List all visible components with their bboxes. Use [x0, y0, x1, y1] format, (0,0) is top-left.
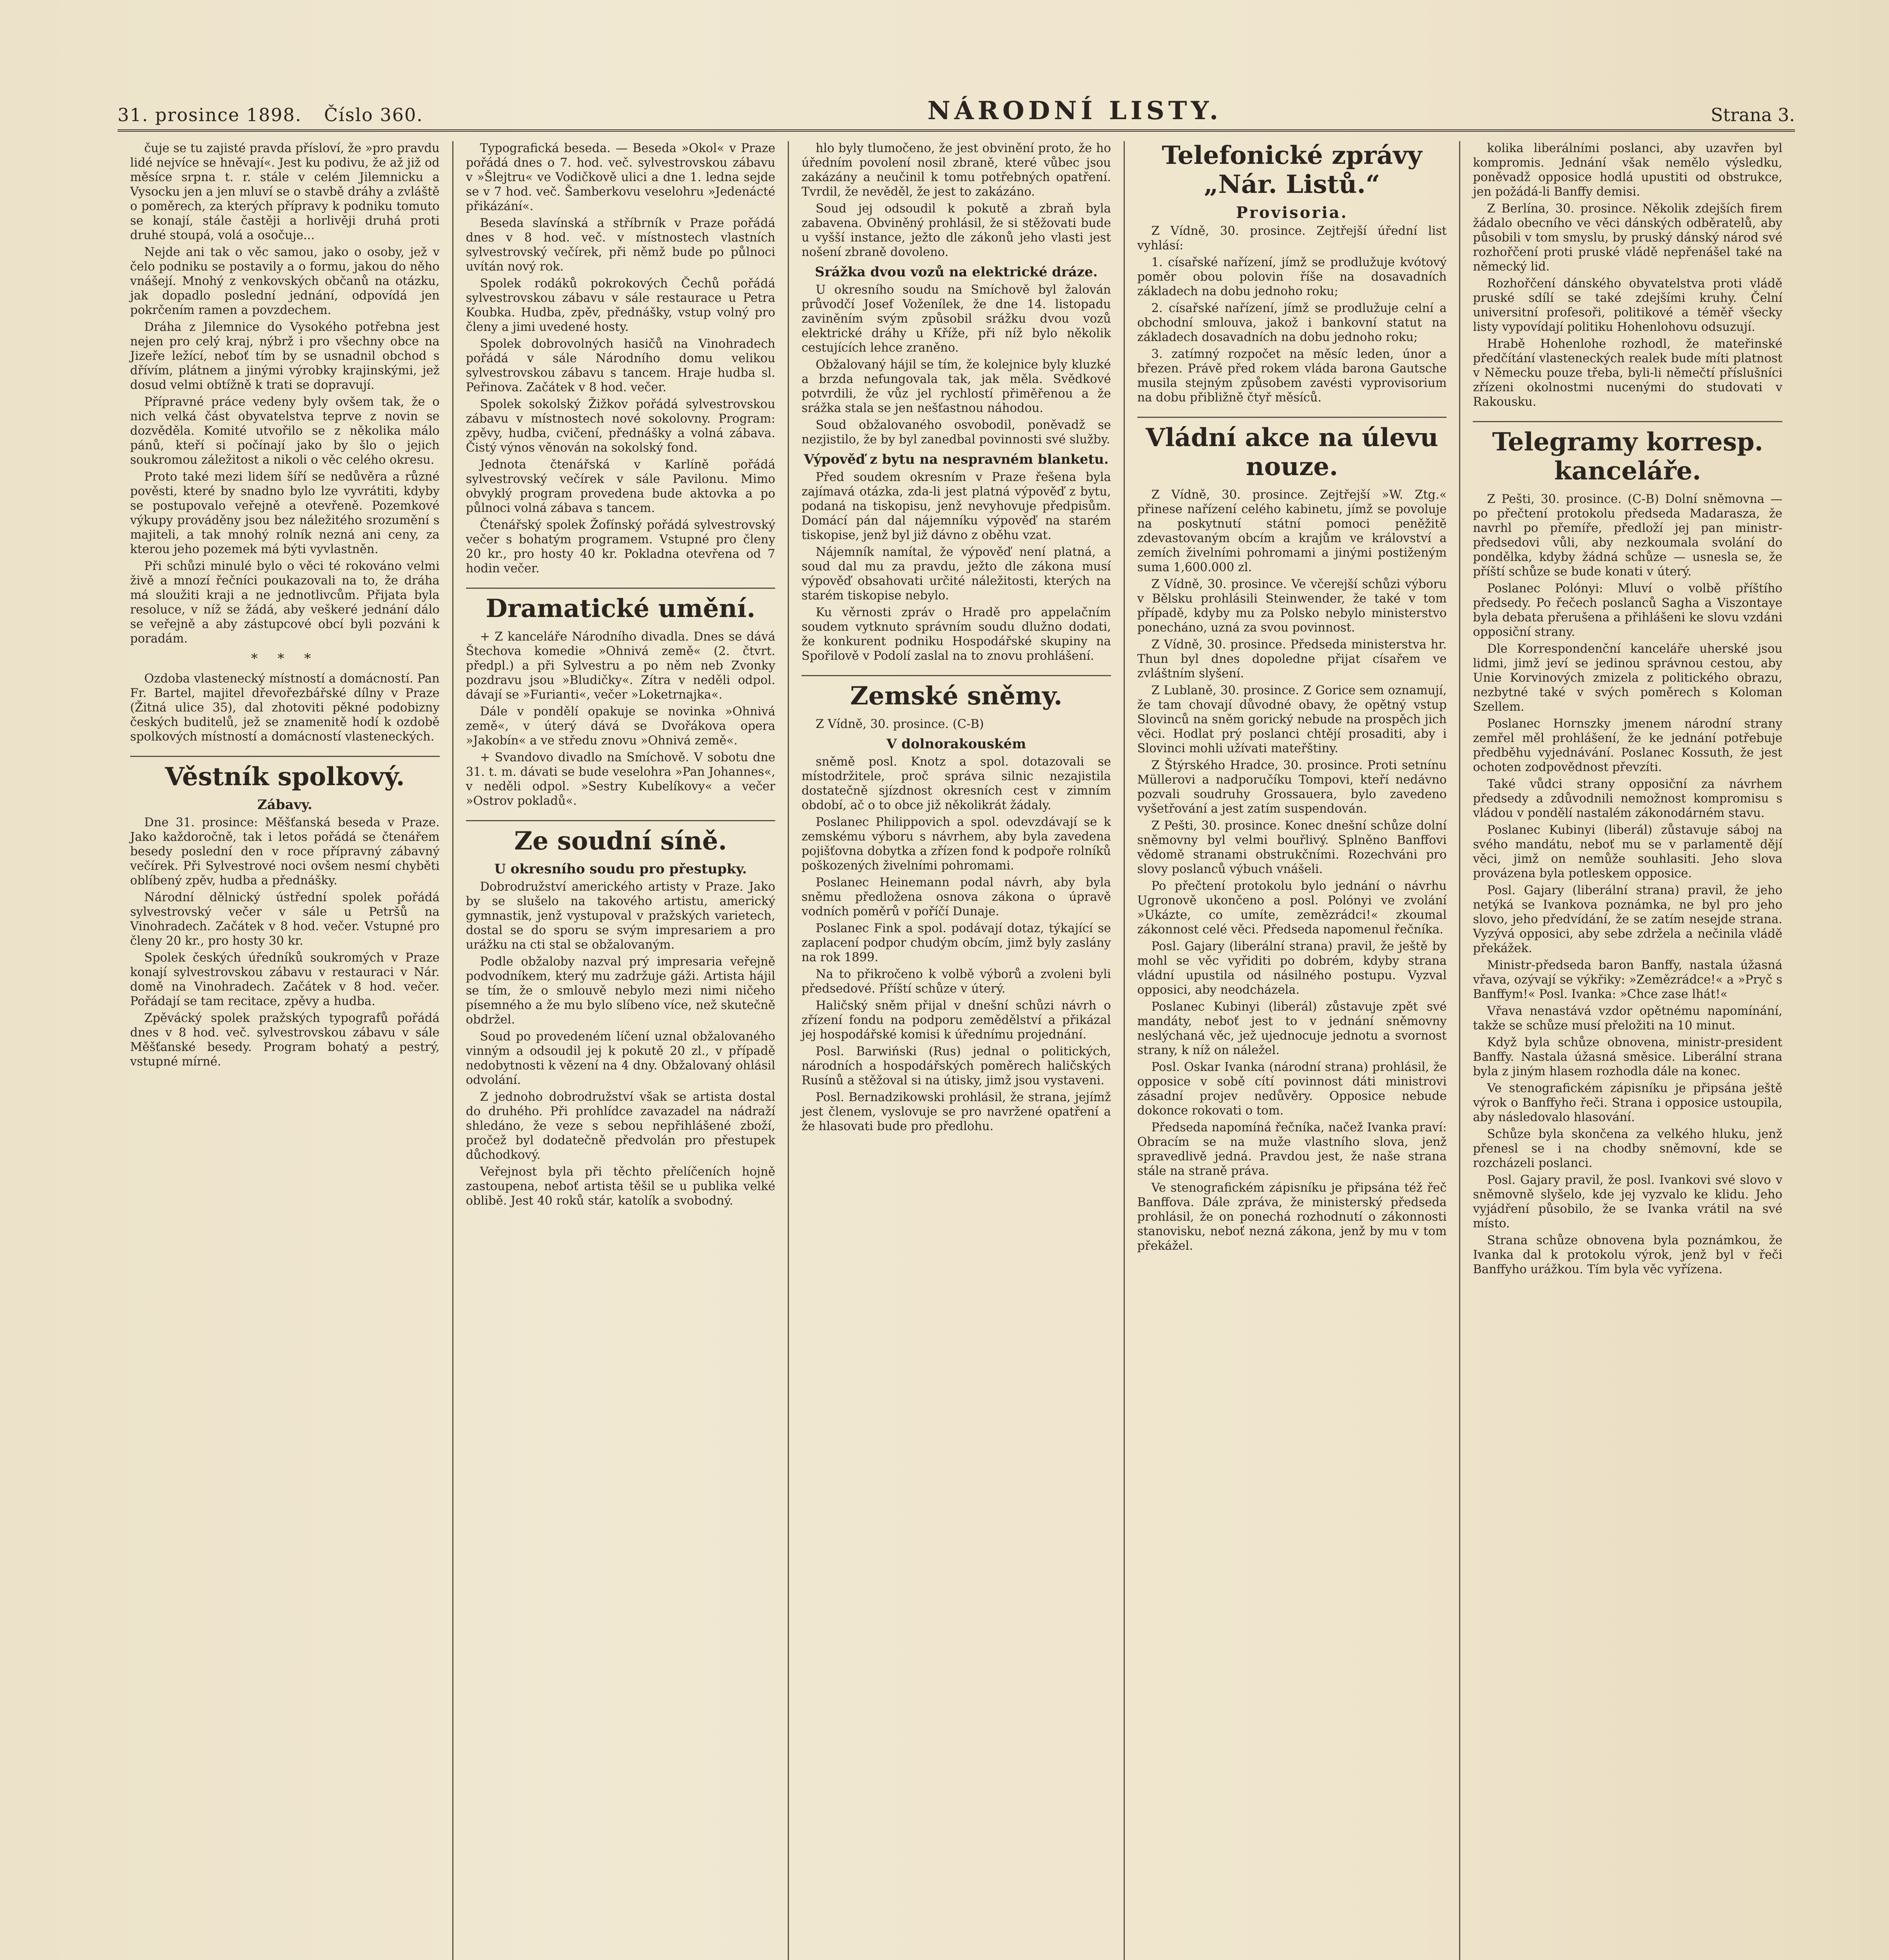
article-paragraph: + Z kanceláře Národního divadla. Dnes se dává Štechova komedie »Ohnivá země« (2. čtvrt. předpl.) a při Sylvestru a po něm neb Zvonky pozdravu jsou »Bludičky«. Zítra v neděli odpol. dávají se »Furianti«, večer »Loketrnajka«.: [466, 630, 776, 702]
article-paragraph: kolika liberálními poslanci, aby uzavřen byl kompromis. Jednání však nemělo výsledku, poněvadž opposice hodlá upustiti od obstrukce, jen požádá-li Banffy demisi.: [1473, 142, 1782, 199]
newspaper-title: NÁRODNÍ LISTY.: [927, 96, 1222, 125]
article-paragraph: Ve stenografickém zápisníku je připsána ještě výrok o Banffyho řeči. Strana i opposice ustoupila, aby následovalo hlasování.: [1473, 1082, 1782, 1124]
article-paragraph: Spolek rodáků pokrokových Čechů pořádá sylvestrovskou zábavu v sále restaurace u Petra Koubka. Hudba, zpěv, přednášky, vstup volný pro členy a jimi uvedené hosty.: [466, 277, 776, 334]
article-paragraph: Strana schůze obnovena byla poznámkou, že Ivanka dal k protokolu výrok, jenž byl v řeči Banffyho urážkou. Tím byla věc vyřízena.: [1473, 1234, 1782, 1276]
article-paragraph: Zpěvácký spolek pražských typografů pořádá dnes v 8 hod. več. sylvestrovskou zábavu v sále Měšťanské besedy. Program bohatý a pestrý, vstupné mírné.: [130, 1011, 440, 1069]
article-paragraph: Před soudem okresním v Praze řešena byla zajímavá otázka, zda-li jest platná výpověď z bytu, podaná na tiskopisu, jenž nevyhovuje předpisům. Domácí pán dal nájemníku výpověď na starém tiskopise, jenž byl již dávno z oběhu vzat.: [801, 470, 1111, 542]
article-paragraph: hlo byly tlumočeno, že jest obvinění proto, že ho úředním povolení nosil zbraně, které vůbec jsou zakázány a neučinil k tomu potřebných opatření. Tvrdil, že nevěděl, že jest to zakázáno.: [801, 142, 1111, 199]
article-paragraph: Ministr-předseda baron Banffy, nastala úžasná vřava, ozývají se výkřiky: »Zemězrádce!« a »Pryč s Banffym!« Posl. Ivanka: »Chce zase lhát!«: [1473, 958, 1782, 1001]
article-heading: Zábavy.: [257, 797, 312, 813]
article-paragraph: Poslanec Fink a spol. podávají dotaz, týkající se zaplacení podpor chudým obcím, jimž byly zaslány na rok 1899.: [801, 922, 1111, 964]
article-paragraph: Soud jej odsoudil k pokutě a zbraň byla zabavena. Obviněný prohlásil, že si stěžovati bude u vyšší instance, ježto dle zákonů jeho vlasti jest nošení zbraně dovoleno.: [801, 202, 1111, 259]
section-heading: Dramatické umění.: [466, 588, 776, 623]
article-paragraph: Poslanec Polónyi: Mluví o volbě příštího předsedy. Po řečech poslanců Sagha a Viszontaye byla debata přerušena a přihlášeni ke slovu vzdáni opposiční strany.: [1473, 582, 1782, 639]
article-paragraph: Typografická beseda. — Beseda »Okol« v Praze pořádá dnes o 7. hod. več. sylvestrovskou zábavu v »Šlejtru« ve Vodičkově ulici a dne 1. ledna sejde se v 7 hod. več. Šamberkovu veselohru »Jedenácté přikázání«.: [466, 142, 776, 213]
article-paragraph: Z Vídně, 30. prosince. Zejtřejší »W. Ztg.« přinese nařízení celého kabinetu, jímž se povoluje na poskytnutí státní pomoci peněžitě zdevastovaným obcím a krajům ve království a zemích živelními pohromami a jinými postiženým suma 1,600.000 zl.: [1137, 488, 1447, 574]
article-paragraph: Vřava nenastává vzdor opětnému napomínání, takže se schůze musí přeložiti na 10 minut.: [1473, 1004, 1782, 1033]
issue-date: 31. prosince 1898.: [118, 104, 302, 125]
section-separator: * * *: [251, 651, 319, 666]
article-paragraph: Z Vídně, 30. prosince. Předseda ministerstva hr. Thun byl dnes dopoledne přijat císařem ve zvláštním slyšení.: [1137, 638, 1447, 681]
section-heading: Věstník spolkový.: [130, 756, 440, 791]
article-paragraph: Posl. Oskar Ivanka (národní strana) prohlásil, že opposice v sobě cítí povinnost dáti ministrovi zásadní projev nedůvěry. Opposice nebude dokonce rokovati o tom.: [1137, 1060, 1447, 1118]
article-paragraph: Veřejnost byla při těchto přelíčeních hojně zastoupena, neboť artista těšil se u publika velké oblibě. Jest 40 roků stár, katolík a svobodný.: [466, 1165, 776, 1208]
article-paragraph: U okresního soudu na Smíchově byl žalován průvodčí Josef Voženílek, že dne 14. listopadu zaviněním svým způsobil srážku dvou vozů elektrické dráhy u Kříže, při níž bylo několik cestujících lehce zraněno.: [801, 283, 1111, 355]
column-4: [1125, 141, 1461, 1960]
article-paragraph: Poslanec Philippovich a spol. odevzdávají se k zemskému výboru s návrhem, aby byla zavedena pojišťovna dobytka a zřízen fond k podpoře rolníků poškozených živelními pohromami.: [801, 815, 1111, 873]
article-paragraph: Na to přikročeno k volbě výborů a zvoleni byli předsedové. Příští schůze v úterý.: [801, 967, 1111, 996]
article-paragraph: Dle Korrespondenční kanceláře uherské jsou lidmi, jimž jeví se jedinou správnou cestou, aby Unie Korvinových zmizela z politického obrazu, nezbytné také v svých poměrech s Koloman Szellem.: [1473, 642, 1782, 714]
article-paragraph: Proto také mezi lidem šíří se nedůvěra a různé pověsti, které by snadno bylo lze vyvrátiti, kdyby se postupovalo veřejně a otevřeně. Pozemkové výkupy prováděny jsou bez náležitého srozumění s majiteli, a tak mnohý rolník nezná ani ceny, za kterou jeho pozemek má býti vyvlastněn.: [130, 470, 440, 556]
article-paragraph: Předseda napomíná řečníka, načež Ivanka praví: Obracím se na muže vlastního slova, jenž spravedlivě jedná. Pravdou jest, že naše strana stále na straně práva.: [1137, 1121, 1447, 1178]
article-paragraph: Z Vídně, 30. prosince. Zejtřejší úřední list vyhlásí:: [1137, 224, 1447, 252]
section-heading: Telefonické zprávy „Nár. Listů.“: [1162, 141, 1422, 199]
article-paragraph: + Svandovo divadlo na Smíchově. V sobotu dne 31. t. m. dávati se bude veselohra »Pan Johannes«, v neděli odpol. »Sestry Kubelíkovy« a večer »Ostrov pokladů«.: [466, 751, 776, 808]
article-paragraph: Rozhořčení dánského obyvatelstva proti vládě pruské sdílí se také zdejšími kruhy. Čelní universitní profesoři, politikové a téměř všecky listy vypovídají politiku Hohenlohovu odsuzují.: [1473, 277, 1782, 334]
article-heading: Srážka dvou vozů na elektrické dráze.: [815, 264, 1098, 280]
article-paragraph: Také vůdci strany opposiční za návrhem předsedy a zdůvodnili nemožnost kompromisu s vládou v pondělí nastalém zákonodárném stavu.: [1473, 777, 1782, 820]
article-paragraph: čuje se tu zajisté pravda přísloví, že »pro pravdu lidé nejvíce se hněvají«. Jest ku podivu, že až již od měsíce srpna t. r. stále v celém Jilemnicku a Vysocku jen a jen mluví se o stavbě dráhy a zvláště o poměrech, za kterých přípravy k podniku tomuto se konají, stále častěji a horlivěji druhá proti druhé stoupá, volá a osočuje...: [130, 142, 440, 242]
article-heading: U okresního soudu pro přestupky.: [494, 861, 747, 877]
article-paragraph: Z Štýrského Hradce, 30. prosince. Proti setnínu Müllerovi a nadporučíku Tompovi, kteří nedávno pozvali soudruhy Grossauera, bylo zavedeno vyšetřování a jest zatím suspendován.: [1137, 759, 1447, 816]
page-number: Strana 3.: [1711, 104, 1795, 125]
article-paragraph: Dráha z Jilemnice do Vysokého potřebna jest nejen pro celý kraj, nýbrž i pro všechny obce na Jizeře ležící, neboť tím by se usnadnil obchod s dřívím, plátnem a jinými výrobky krajinskými, jež dosud velmi obtížně k trati se dopravují.: [130, 320, 440, 392]
article-paragraph: Spolek dobrovolných hasičů na Vinohradech pořádá v sále Národního domu velikou sylvestrovskou zábavu s tancem. Hraje hudba sl. Peřinova. Začátek v 8 hod. večer.: [466, 337, 776, 394]
column-1: [118, 141, 453, 1960]
article-paragraph: Dne 31. prosince: Měšťanská beseda v Praze. Jako každoročně, tak i letos pořádá se čtenářem besedy poslední den v roce přípravný zábavný večírek. Při Sylvestrové noci ovšem nesmí chyběti oblíbený zpěv, hudba a přednášky.: [130, 816, 440, 887]
article-paragraph: Z Vídně, 30. prosince. Ve včerejší schůzi výboru v Bělsku prohlásili Steinwender, že také v tom případě, kdyby mu za Polsko nebylo ministerstvo ponecháno, uzná za svou povinnost.: [1137, 577, 1447, 635]
article-paragraph: Poslanec Kubinyi (liberál) zůstavuje sáboj na svého mandátu, neboť mu se v parlamentě dějí věci, jimž on nemůže souhlasiti. Jeho slova provázena byla potleskem opposice.: [1473, 823, 1782, 880]
article-paragraph: Z jednoho dobrodružství však se artista dostal do druhého. Při prohlídce zavazadel na nádraží shledáno, že veze s sebou nepřihlášené zboží, pročež byl dodatečně předvolán pro přestupek důchodkový.: [466, 1090, 776, 1162]
article-paragraph: Posl. Gajary (liberální strana) pravil, že ještě by mohl se věc vyřiditi po dobrém, kdyby strana vládní upustila od násilného postupu. Vyzval opposici, aby neodcházela.: [1137, 940, 1447, 997]
article-paragraph: Ozdoba vlastenecký místností a domácností. Pan Fr. Bartel, majitel dřevořezbářské dílny v Praze (Žitná ulice 35), dal zhotoviti pěkné podobizny českých buditelů, jež se znamenitě hodí k ozdobě spolkových místností a domácností vlasteneckých.: [130, 672, 440, 744]
article-paragraph: Z Lublaně, 30. prosince. Z Gorice sem oznamují, že tam chovají důvodné obavy, že opětný vstup Slovinců na sněm gorický nebude na prospěch jich věci. Hodlat prý poslanci chtějí prosaditi, aby i Slovinci mohli užívati mateřštiny.: [1137, 684, 1447, 755]
section-heading: Zemské sněmy.: [801, 675, 1111, 711]
article-paragraph: Posl. Gajary (liberální strana) pravil, že jeho netýká se Ivankova poznámka, ne byl pro jeho slovo, jeho předvídání, že se zatím nesejde strana. Vyzývá opposici, aby sebe zdržela a nečinila vládě překážek.: [1473, 884, 1782, 955]
article-paragraph: Národní dělnický ústřední spolek pořádá sylvestrovský večer v sále u Petršů na Vinohradech. Začátek v 8 hod. večer. Vstupné pro členy 20 kr., pro hosty 30 kr.: [130, 891, 440, 948]
article-paragraph: Soud po provedeném líčení uznal obžalovaného vinným a odsoudil jej k pokutě 20 zl., v případě nedobytnosti k vězení na 4 dny. Obžalovaný ohlásil odvolání.: [466, 1030, 776, 1087]
article-columns: [118, 141, 1795, 1960]
article-paragraph: Posl. Barwiński (Rus) jednal o politických, národních a hospodářských poměrech haličských Rusínů a stěžoval si na útisky, jimž jsou vystaveni.: [801, 1045, 1111, 1087]
article-paragraph: Z Vídně, 30. prosince. (C-B): [816, 717, 984, 731]
masthead: [118, 90, 1795, 132]
article-paragraph: 3. zatímný rozpočet na měsíc leden, únor a březen. Právě před rokem vláda barona Gautsche musila stejným způsobem zavésti vyprovisorium na dobu přibližně čtyř měsíců.: [1137, 347, 1447, 405]
article-paragraph: Nájemník namítal, že výpověď není platná, a soud dal mu za pravdu, ježto dle zákona musí výpověď obsahovati určité náležitosti, kterých na starém tiskopise nebylo.: [801, 545, 1111, 603]
column-2: [453, 141, 789, 1960]
masthead-left: [118, 104, 439, 125]
subsection-heading: Provisoria.: [1236, 203, 1348, 222]
article-paragraph: 1. císařské nařízení, jímž se prodlužuje kvótový poměr obou polovin říše na dosavadních základech na dobu jednoho roku;: [1137, 256, 1447, 298]
article-paragraph: Nejde ani tak o věc samou, jako o osoby, jež v čelo podniku se postavily a o formu, jakou do něho vnášejí. Mnohý z venkovských občanů na otázku, jak dopadlo poslední jednání, odpovídá jen pokrčením ramen a povzdechem.: [130, 245, 440, 317]
article-paragraph: Poslanec Kubinyi (liberál) zůstavuje zpět své mandáty, neboť jest to v jednání sněmovny neslýchaná věc, jež ujednocuje jednotu a svornost strany, k níž on náležel.: [1137, 1000, 1447, 1057]
article-paragraph: Dobrodružství amerického artisty v Praze. Jako by se slušelo na takového artistu, americký gymnastik, jenž vystupoval v pražských varietech, dostal se do sporu se svým impresariem a pro urážku na cti stal se obžalovaným.: [466, 880, 776, 952]
article-paragraph: Když byla schůze obnovena, ministr-president Banffy. Nastala úžasná směsice. Liberální strana byla z jiným hlasem rozhodla dále na konec.: [1473, 1036, 1782, 1078]
article-paragraph: Haličský sněm přijal v dnešní schůzi návrh o zřízení fondu na podporu zemědělství a přikázal jej hospodářské komisi k úřednímu projednání.: [801, 999, 1111, 1042]
article-paragraph: Z Pešti, 30. prosince. Konec dnešní schůze dolní sněmovny byl velmi bouřlivý. Splněno Banffovi vědomě stranami obstrukčními. Rozechváni pro slovy poslanců výbuch vnášeli.: [1137, 819, 1447, 876]
article-paragraph: Schůze byla skončena za velkého hluku, jenž přenesl se i na chodby sněmovní, kde se rozcházeli poslanci.: [1473, 1127, 1782, 1170]
article-paragraph: Ku věrnosti zpráv o Hradě pro appelačním soudem vytknuto správním soudu dlužno dodati, že konkurent podniku Hospodářské skupiny na Spořilově v Podolí zaslal na to znovu prohlášení.: [801, 606, 1111, 663]
article-paragraph: Hrabě Hohenlohe rozhodl, že mateřinské předčítání vlasteneckých realek bude míti platnost v Německu pouze třeba, byli-li němečtí příslušníci zřízeni okolnostmi nucenými do studovati v Rakousku.: [1473, 337, 1782, 409]
article-paragraph: Po přečtení protokolu bylo jednání o návrhu Ugronově ukončeno a posl. Polónyi ve zvolání »Ukázte, co umíte, zemězrádci!« zkoumal zákonnost celé věci. Předseda napomenul řečníka.: [1137, 879, 1447, 936]
section-heading: Vládní akce na úlevu nouze.: [1137, 417, 1447, 481]
article-paragraph: Z Berlína, 30. prosince. Několik zdejších firem žádalo obecního ve věci dánských odběratelů, aby působili v tom smyslu, by pruský dánský národ své rozhořčení proti pruské vládě nepřenášel také na německý lid.: [1473, 202, 1782, 274]
column-3: [789, 141, 1125, 1960]
article-paragraph: sněmě posl. Knotz a spol. dotazovali se místodržitele, proč správa silnic nezajistila dostatečně sjízdnost okresních cest v zimním období, ač o to obce již několikrát žádaly.: [801, 755, 1111, 812]
section-heading: Ze soudní síně.: [466, 820, 776, 856]
section-heading: Telegramy korresp. kanceláře.: [1473, 421, 1782, 486]
article-heading: Výpověď z bytu na nespravném blanketu.: [804, 452, 1109, 467]
article-paragraph: Beseda slavínská a stříbrník v Praze pořádá dnes v 8 hod. več. v místnostech vlastních sylvestrovský večírek, při němž bude po půlnoci uvítán nový rok.: [466, 216, 776, 274]
article-paragraph: Poslanec Hornszky jmenem národní strany zemřel měl prohlášení, že ke jednání potřebuje předběhu vyjednávání. Poslanec Kossuth, že jest ochoten zodpovědnost převzíti.: [1473, 717, 1782, 774]
article-paragraph: Posl. Gajary pravil, že posl. Ivankovi své slovo v sněmovně slyšelo, kde jej vyzvalo ke klidu. Jeho vyjádření působilo, že se Ivanka vrátil na své místo.: [1473, 1173, 1782, 1230]
column-5: [1460, 141, 1795, 1960]
article-paragraph: Z Pešti, 30. prosince. (C-B) Dolní sněmovna — po přečtení protokolu předseda Madarasza, že navrhl po přemíře, předloží jej pan ministr-předsedovi vůli, aby nezkoumala svolání do pondělka, kdyby žádná schůze — usnesla se, že příští schůze se bude konati v úterý.: [1473, 492, 1782, 579]
issue-number: Číslo 360.: [324, 104, 423, 125]
article-paragraph: Podle obžaloby nazval prý impresaria veřejně podvodníkem, který mu zadržuje gáži. Artista hájil se tím, že o smlouvě nebylo mezi nimi ničeho písemného a že mu bylo slíbeno více, než skutečně obdržel.: [466, 955, 776, 1027]
article-paragraph: Obžalovaný hájil se tím, že kolejnice byly kluzké a brzda nefungovala tak, jak měla. Svědkové potvrdili, že vůz jel rychlostí přiměřenou a že srážka stala se jen nešťastnou náhodou.: [801, 358, 1111, 415]
article-paragraph: Přípravné práce vedeny byly ovšem tak, že o nich velká část obyvatelstva teprve z novin se dozvěděla. Komité utvořilo se z několika málo pánů, kteří si počínají jako by šlo o jejich soukromou záležitost a nikoli o věc celého okresu.: [130, 395, 440, 467]
article-paragraph: 2. císařské nařízení, jímž se prodlužuje celní a obchodní smlouva, jakož i bankovní statut na základech dosavadních na dobu jednoho roku;: [1137, 301, 1447, 344]
article-paragraph: Spolek českých úředníků soukromých v Praze konají sylvestrovskou zábavu v restauraci v Nár. domě na Vinohradech. Začátek v 8 hod. večer. Pořádají se tam recitace, zpěvy a hudba.: [130, 951, 440, 1008]
article-paragraph: Poslanec Heinemann podal návrh, aby byla sněmu předložena osnova zákona o úpravě vodních poměrů v poříčí Dunaje.: [801, 876, 1111, 918]
article-paragraph: Posl. Bernadzikowski prohlásil, že strana, jejímž jest členem, vyslovuje se pro navržené opatření a že hlasovati bude pro předlohu.: [801, 1091, 1111, 1133]
article-heading: V dolnorakouském: [886, 736, 1026, 752]
article-paragraph: Čtenářský spolek Žofínský pořádá sylvestrovský večer s bohatým programem. Vstupné pro členy 20 kr., pro hosty 40 kr. Pokladna otevřena od 7 hodin večer.: [466, 518, 776, 575]
article-paragraph: Ve stenografickém zápisníku je připsána též řeč Banffova. Dále zpráva, že ministerský předseda prohlásil, že on ponechá rozhodnutí o zákonnosti stanovisku, neboť nezná zákona, jenž by mu v tom překážel.: [1137, 1181, 1447, 1253]
article-paragraph: Soud obžalovaného osvobodil, poněvadž se nezjistilo, že by byl zanedbal povinnosti své služby.: [801, 418, 1111, 446]
article-paragraph: Dále v pondělí opakuje se novinka »Ohnivá země«, v úterý dává se Dvořákova opera »Jakobín« a ve středu znovu »Ohnivá země«.: [466, 705, 776, 748]
article-paragraph: Jednota čtenářská v Karlíně pořádá sylvestrovský večírek v sále Pavilonu. Mimo obvyklý program provedena bude aktovka a po půlnoci volná zábava s tancem.: [466, 458, 776, 515]
article-paragraph: Při schůzi minulé bylo o věci té rokováno velmi živě a mnozí řečníci poukazovali na to, že dráha má sloužiti kraji a ne jednotlivcům. Přijata byla resoluce, v níž se žádá, aby veškeré jednání dálo se veřejně a aby zástupcové obcí byli pozváni k poradám.: [130, 559, 440, 646]
article-paragraph: Spolek sokolský Žižkov pořádá sylvestrovskou zábavu v místnostech nové sokolovny. Program: zpěvy, hudba, cvičení, přednášky a volná zábava. Čistý výnos věnován na sokolský fond.: [466, 397, 776, 455]
